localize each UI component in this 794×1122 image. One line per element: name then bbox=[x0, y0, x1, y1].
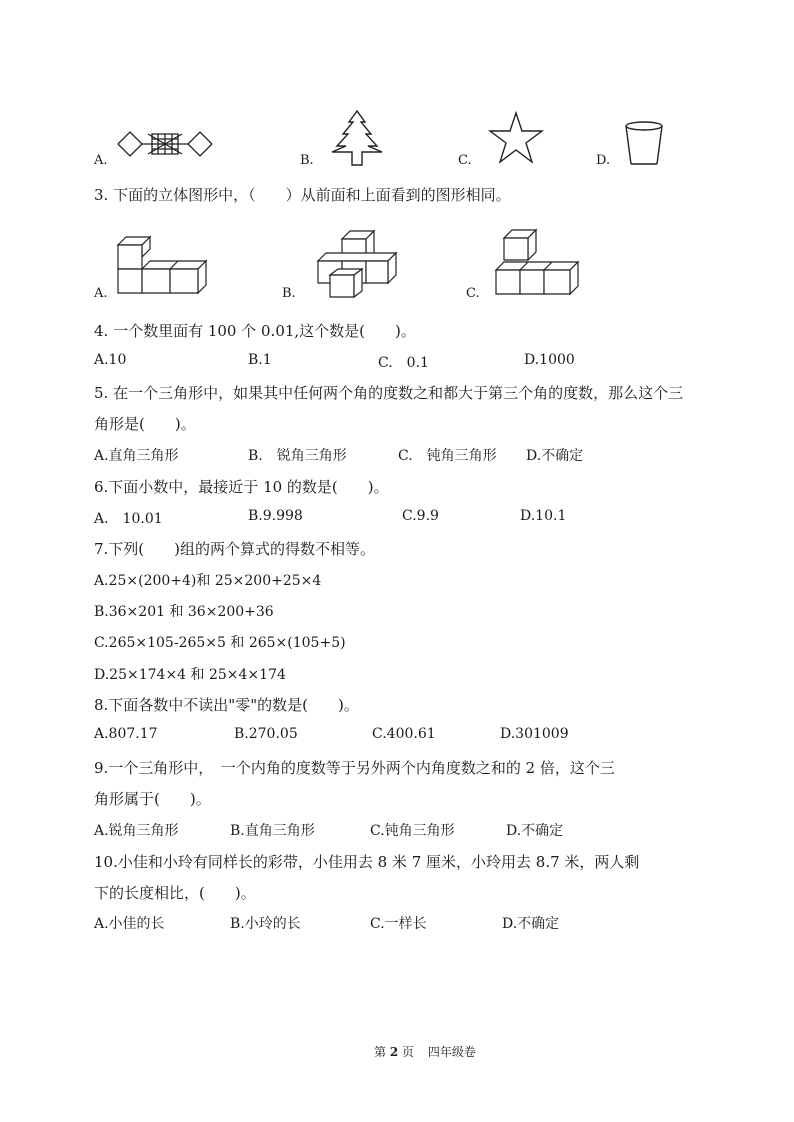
q4-option-d: D.1000 bbox=[524, 352, 575, 368]
q3-option-c-label: C. bbox=[466, 286, 480, 301]
q5-option-b: B. 锐角三角形 bbox=[248, 448, 347, 464]
footer-page-prefix: 第 bbox=[374, 1045, 387, 1059]
star-icon bbox=[489, 112, 543, 164]
q2-option-c-label: C. bbox=[458, 153, 472, 168]
question-7-text: 7.下列( )组的两个算式的得数不相等。 bbox=[94, 540, 376, 558]
q9-option-a: A.锐角三角形 bbox=[94, 823, 179, 839]
q6-option-a: A. 10.01 bbox=[94, 511, 163, 527]
q3-option-b-label: B. bbox=[282, 286, 296, 301]
page-footer bbox=[374, 1043, 476, 1060]
question-3-text: 3. 下面的立体图形中，（ ）从前面和上面看到的图形相同。 bbox=[94, 186, 511, 204]
q8-option-d: D.301009 bbox=[500, 726, 569, 742]
cube-stack-c-icon bbox=[494, 228, 584, 298]
q7-option-c: C.265×105-265×5 和 265×(105+5) bbox=[94, 635, 346, 651]
q7-option-b: B.36×201 和 36×200+36 bbox=[94, 604, 274, 620]
q5-option-c: C. 钝角三角形 bbox=[398, 448, 497, 464]
footer-paper-title: 四年级卷 bbox=[427, 1045, 476, 1059]
q10-option-d: D.不确定 bbox=[502, 916, 560, 932]
q4-option-c: C. 0.1 bbox=[378, 355, 429, 371]
q10-option-b: B.小玲的长 bbox=[230, 916, 301, 932]
question-8-text: 8.下面各数中不读出"零"的数是( )。 bbox=[94, 696, 359, 714]
q7-option-d: D.25×174×4 和 25×4×174 bbox=[94, 667, 286, 683]
q6-option-d: D.10.1 bbox=[520, 508, 567, 524]
q9-option-b: B.直角三角形 bbox=[230, 823, 315, 839]
question-5-line-1: 5. 在一个三角形中，如果其中任何两个角的度数之和都大于第三个角的度数，那么这个三 bbox=[94, 384, 684, 402]
q6-option-b: B.9.998 bbox=[248, 508, 303, 524]
q2-option-b-label: B. bbox=[300, 153, 314, 168]
q9-option-d: D.不确定 bbox=[506, 823, 564, 839]
q10-option-a: A.小佳的长 bbox=[94, 916, 165, 932]
knot-pattern-icon bbox=[116, 124, 214, 164]
footer-page-suffix: 页 bbox=[402, 1045, 415, 1059]
footer-page-number: 2 bbox=[389, 1045, 399, 1059]
question-4-text: 4. 一个数里面有 100 个 0.01,这个数是( )。 bbox=[94, 322, 416, 340]
q8-option-c: C.400.61 bbox=[372, 726, 436, 742]
question-6-text: 6.下面小数中，最接近于 10 的数是( )。 bbox=[94, 478, 389, 496]
question-10-line-1: 10.小佳和小玲有同样长的彩带，小佳用去 8 米 7 厘米，小玲用去 8.7 米，两人剩 bbox=[94, 853, 640, 871]
q9-option-c: C.钝角三角形 bbox=[370, 823, 455, 839]
q5-option-d: D.不确定 bbox=[526, 448, 584, 464]
pine-tree-icon bbox=[328, 110, 386, 166]
cube-stack-a-icon bbox=[116, 233, 210, 297]
q8-option-b: B.270.05 bbox=[234, 726, 298, 742]
cup-icon bbox=[624, 120, 664, 166]
q7-option-a: A.25×(200+4)和 25×200+25×4 bbox=[94, 573, 322, 589]
q2-option-d-label: D. bbox=[596, 153, 611, 168]
q3-option-a-label: A. bbox=[94, 286, 108, 301]
q6-option-c: C.9.9 bbox=[402, 508, 439, 524]
question-10-line-2: 下的长度相比，( )。 bbox=[94, 884, 256, 902]
q2-option-a-label: A. bbox=[94, 153, 108, 168]
q4-option-b: B.1 bbox=[248, 352, 272, 368]
question-9-line-2: 角形属于( )。 bbox=[94, 790, 211, 808]
question-9-line-1: 9.一个三角形中， 一个内角的度数等于另外两个内角度数之和的 2 倍，这个三 bbox=[94, 759, 615, 777]
q8-option-a: A.807.17 bbox=[94, 726, 158, 742]
q5-option-a: A.直角三角形 bbox=[94, 448, 179, 464]
cube-stack-b-icon bbox=[312, 229, 402, 299]
question-5-line-2: 角形是( )。 bbox=[94, 415, 196, 433]
q4-option-a: A.10 bbox=[94, 352, 127, 368]
q10-option-c: C.一样长 bbox=[370, 916, 427, 932]
